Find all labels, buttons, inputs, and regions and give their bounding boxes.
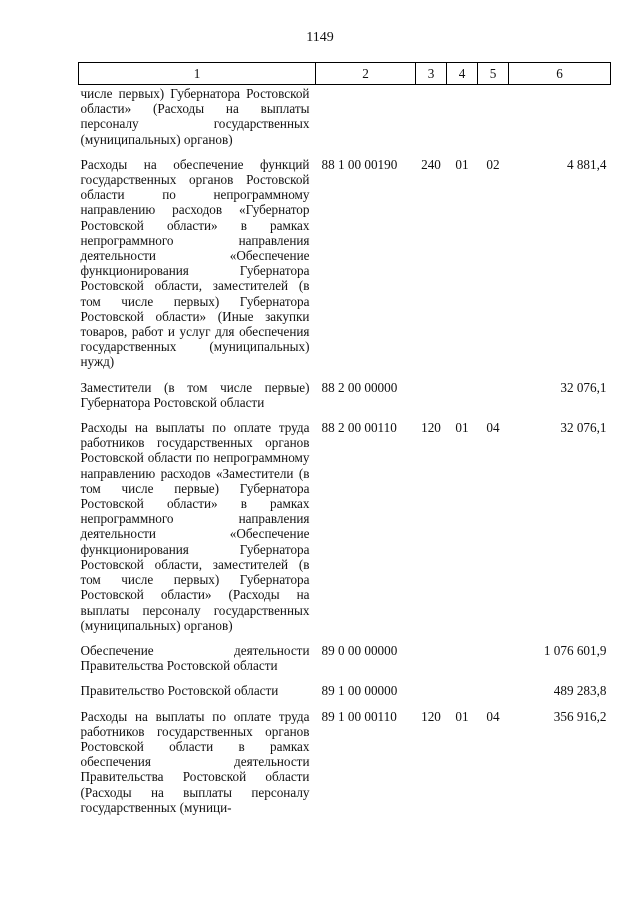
- table-row: [79, 643, 611, 683]
- row-code: 88 2 00 00000: [321, 379, 398, 395]
- row-name: Расходы на обеспечение функций государственных органов Ростовской области по непрограммному направлению расходов «Губернатор Ростовской области» в рамках непрограммного направления деятельности «Обеспечение функционирования Губернатора Ростовской области, заместителей (в том числе первых) Губернатора Ростовской области» (Иные закупки товаров, работ и услуг для обеспечения государственных (муниципальных) нужд): [80, 156, 310, 370]
- row-col3: 240: [421, 156, 441, 172]
- row-col5: 04: [486, 420, 500, 436]
- table-row: [79, 380, 611, 420]
- table-row: [79, 709, 611, 825]
- row-code: 88 1 00 00190: [321, 156, 398, 172]
- row-amount: 1 076 601,9: [543, 642, 607, 658]
- row-code: 89 1 00 00110: [321, 708, 397, 724]
- row-col5: [478, 85, 509, 157]
- row-name: Расходы на выплаты по оплате труда работников государственных органов Ростовской области по непрограммному направлению расходов «Заместители (в том числе первые) Губернатора Ростовской области» в рамках непрограммного направления деятельности «Обеспечение функционирования Губернатора Ростовской области, заместителей (в том числе первых) Губернатора Ростовской области» (Расходы на выплаты персоналу государственных (муниципальных) органов): [80, 420, 310, 633]
- table-row: [79, 157, 611, 380]
- row-amount: 4 881,4: [566, 156, 607, 172]
- row-amount: 32 076,1: [560, 420, 607, 436]
- row-col4: [447, 683, 478, 708]
- row-code: 89 1 00 00000: [321, 683, 398, 699]
- column-header: 3: [416, 63, 447, 85]
- row-col5: [478, 380, 509, 420]
- table-row: [79, 420, 611, 643]
- row-name: Заместители (в том числе первые) Губернатора Ростовской области: [80, 379, 310, 410]
- row-name: Обеспечение деятельности Правительства Ростовской области: [80, 642, 310, 674]
- row-code: 89 0 00 00000: [321, 642, 398, 658]
- row-name: Расходы на выплаты по оплате труда работников государственных органов Ростовской области в рамках обеспечения деятельности Правительства Ростовской области (Расходы на выплаты персоналу государственных (муници-: [80, 708, 310, 815]
- row-code: [316, 85, 416, 157]
- row-code: 88 2 00 00110: [321, 420, 397, 436]
- row-col5: 02: [486, 156, 500, 172]
- row-amount: 356 916,2: [553, 708, 607, 724]
- row-col5: [478, 683, 509, 708]
- column-header: 2: [316, 63, 416, 85]
- column-header: 5: [478, 63, 509, 85]
- row-col3: 120: [421, 708, 441, 724]
- column-header: 4: [447, 63, 478, 85]
- row-col4: 01: [455, 156, 469, 172]
- row-col3: [416, 85, 447, 157]
- row-name: числе первых) Губернатора Ростовской области» (Расходы на выплаты персоналу государственных (муниципальных) органов): [80, 86, 310, 147]
- row-col4: [447, 643, 478, 683]
- row-col3: [416, 683, 447, 708]
- table-header-row: [79, 63, 611, 85]
- row-col3: [416, 643, 447, 683]
- row-amount: [509, 85, 611, 157]
- row-col5: [478, 643, 509, 683]
- table-row: [79, 683, 611, 708]
- budget-table: [78, 62, 611, 825]
- row-name: Правительство Ростовской области: [80, 683, 279, 699]
- row-amount: 489 283,8: [553, 683, 607, 699]
- row-col4: 01: [455, 708, 469, 724]
- column-header: 1: [79, 63, 316, 85]
- column-header: 6: [509, 63, 611, 85]
- row-col4: [447, 85, 478, 157]
- page-number: 1149: [306, 30, 334, 45]
- row-col4: [447, 380, 478, 420]
- table-row: [79, 85, 611, 157]
- row-col3: 120: [421, 420, 441, 436]
- row-amount: 32 076,1: [560, 379, 607, 395]
- row-col4: 01: [455, 420, 469, 436]
- row-col5: 04: [486, 708, 500, 724]
- row-col3: [416, 380, 447, 420]
